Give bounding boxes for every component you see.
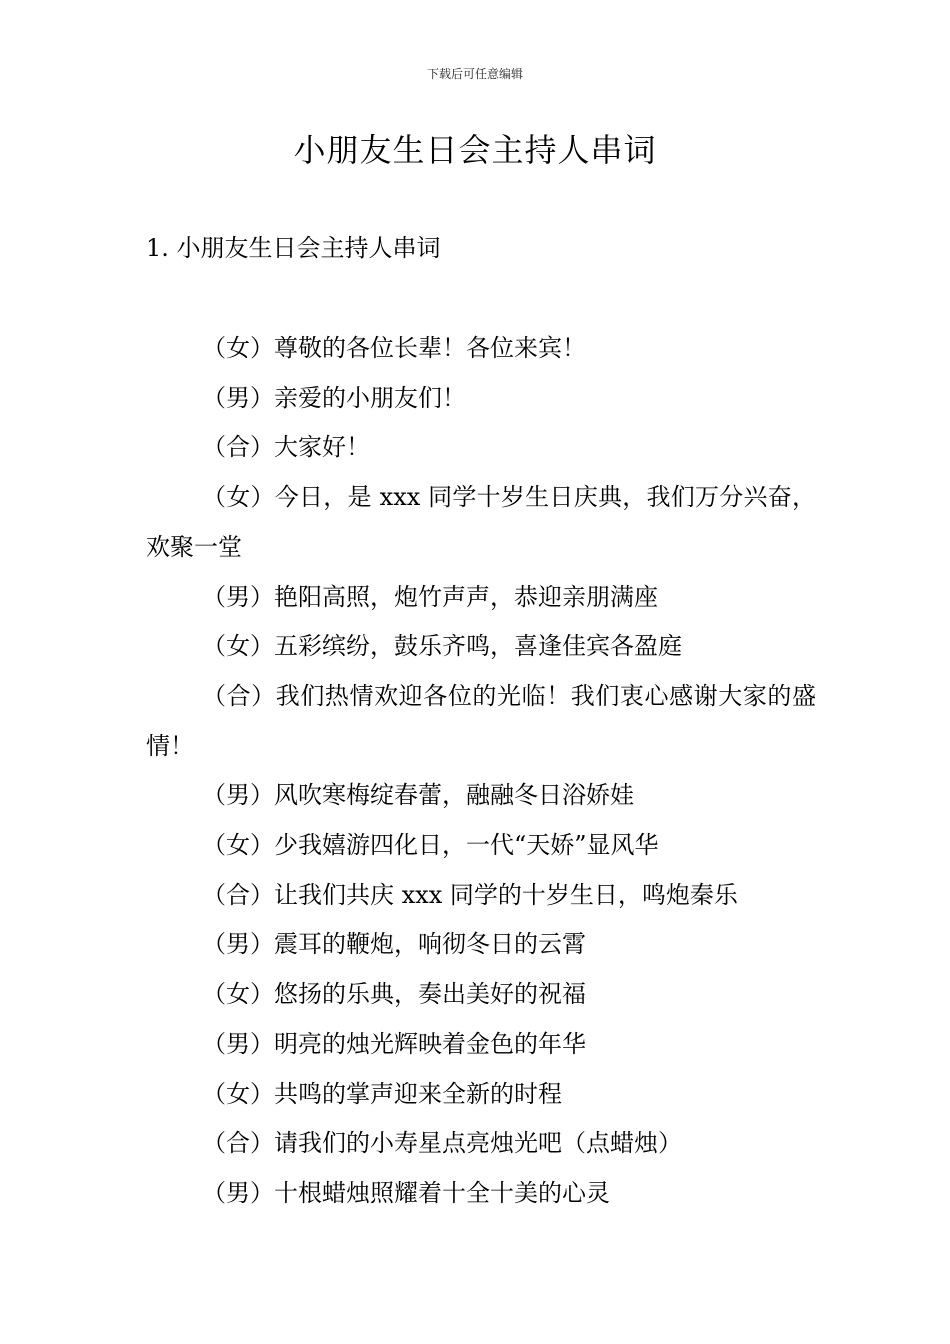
dialogue-line: （女）共鸣的掌声迎来全新的时程: [202, 1079, 562, 1108]
page-header-note: 下载后可任意编辑: [426, 67, 523, 81]
dialogue-line: （合）请我们的小寿星点亮烛光吧（点蜡烛）: [202, 1129, 682, 1158]
dialogue-line: （女）今日，是 xxx 同学十岁生日庆典，我们万分兴奋，欢聚一堂: [146, 483, 816, 561]
dialogue-line: （男）震耳的鞭炮，响彻冬日的云霄: [202, 930, 586, 959]
dialogue-line: （合）让我们共庆 xxx 同学的十岁生日，鸣炮秦乐: [202, 880, 738, 909]
dialogue-line: （女）尊敬的各位长辈！各位来宾！: [202, 334, 586, 362]
dialogue-line: （女）五彩缤纷，鼓乐齐鸣，喜逢佳宾各盈庭: [202, 632, 682, 661]
dialogue-line: （男）风吹寒梅绽春蕾，融融冬日浴娇娃: [202, 781, 634, 810]
dialogue-line: （男）艳阳高照，炮竹声声，恭迎亲朋满座: [202, 582, 658, 611]
dialogue-line: （女）悠扬的乐典，奏出美好的祝福: [202, 980, 586, 1009]
section-heading: 1. 小朋友生日会主持人串词: [146, 234, 441, 262]
dialogue-line: （合）大家好！: [202, 433, 370, 462]
dialogue-line: （女）少我嬉游四化日，一代“天娇”显风华: [202, 831, 659, 860]
document-title: 小朋友生日会主持人串词: [293, 131, 657, 169]
dialogue-list: [146, 324, 816, 1219]
dialogue-line: （男）十根蜡烛照耀着十全十美的心灵: [202, 1178, 610, 1207]
dialogue-line: （男）亲爱的小朋友们！: [202, 383, 466, 412]
dialogue-line: （合）我们热情欢迎各位的光临！我们衷心感谢大家的盛情！: [146, 681, 816, 760]
dialogue-line: （男）明亮的烛光辉映着金色的年华: [202, 1029, 586, 1058]
